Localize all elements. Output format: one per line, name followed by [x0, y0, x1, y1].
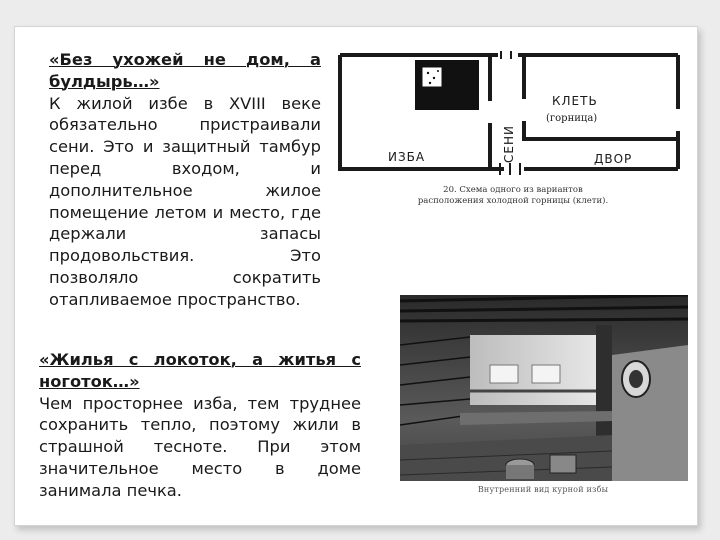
- diagram-caption-line-2: расположения холодной горницы (клети).: [417, 196, 609, 206]
- floor-plan-diagram: [338, 51, 698, 241]
- slide: [14, 26, 698, 526]
- diagram-caption-line-1: 20. Схема одного из вариантов: [443, 185, 583, 195]
- paragraph-2: Чем просторнее изба, тем труднее сохранить тепло, поэтому жили в страшной тесноте. При этом значительное место в доме занимала печка.: [39, 393, 361, 500]
- interior-photo: [400, 295, 688, 503]
- label-dvor: ДВОР: [594, 152, 633, 166]
- diagram-caption: [385, 185, 641, 207]
- label-gornitsa: (горница): [546, 113, 598, 124]
- paragraph-1: К жилой избе в XVIII веке обязательно пристраивали сени. Это и защитный тамбур перед входом, и дополнительное жилое помещение летом и место, где держали запасы продовольствия. Это позволяло сократить отапливаемое пространство.: [49, 93, 321, 309]
- label-seni: СЕНИ: [502, 125, 516, 163]
- proverb-quote-2: «Жилья с локоток, а житья с ноготок…»: [39, 350, 361, 391]
- proverb-quote-1: «Без ухожей не дом, а булдырь…»: [49, 50, 321, 91]
- text-block-pechka: [39, 349, 361, 502]
- photo-caption: Внутренний вид курной избы: [477, 485, 609, 494]
- label-klet: КЛЕТЬ: [552, 94, 598, 108]
- text-block-seni: [49, 49, 321, 311]
- label-izba: ИЗБА: [388, 150, 426, 164]
